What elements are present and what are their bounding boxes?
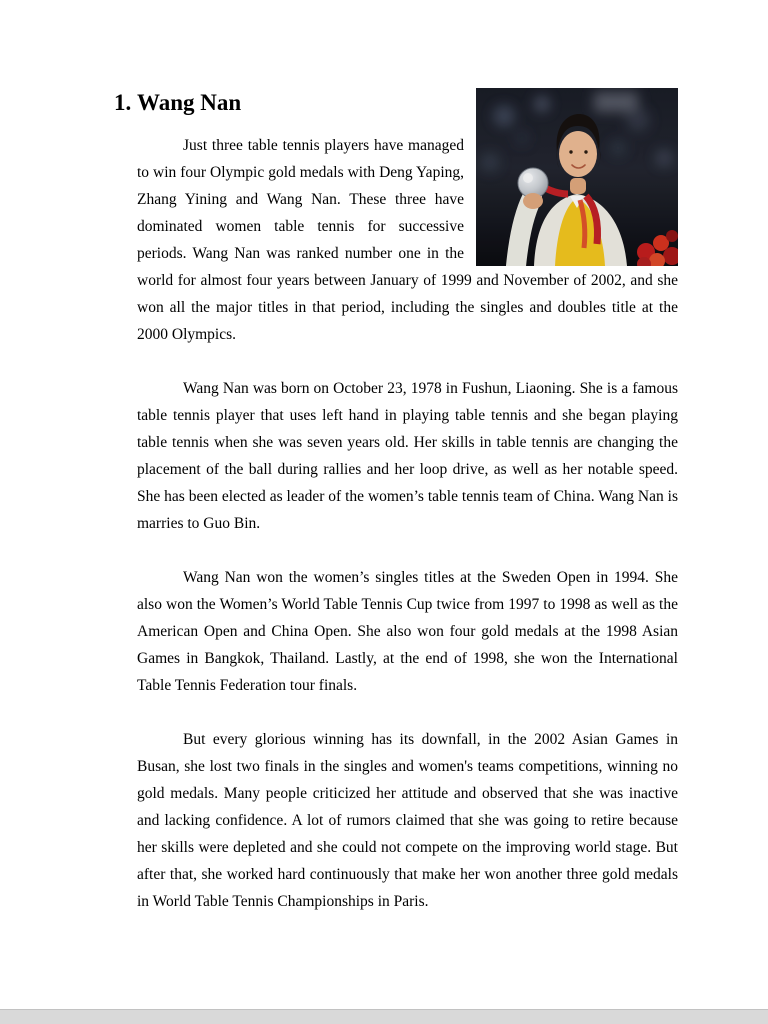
heading-number: 1. bbox=[114, 90, 132, 115]
paragraph-titles: Wang Nan won the women’s singles titles at the Sweden Open in 1994. She also won the Women’s World Table Tennis Cup twice from 1997 to 1998 as well as the American Open and China Open. She also won four gold medals at the 1998 Asian Games in Bangkok, Thailand. Lastly, at the end of 1998, she won the International Table Tennis Federation tour finals. bbox=[137, 569, 678, 694]
paragraph-intro: Just three table tennis players have managed to win four Olympic gold medals with Deng Yaping, Zhang Yining and Wang Nan. These three have dominated women table tennis for successive periods. Wang Nan was ranked number one in the world for almost four years between January of 1999 and November of 2002, and she won all the major titles in that period, including the singles and doubles title at the 2000 Olympics. bbox=[137, 137, 678, 343]
heading-title: Wang Nan bbox=[137, 90, 242, 115]
wang-nan-medal-photo bbox=[476, 88, 678, 266]
paragraph-biography: Wang Nan was born on October 23, 1978 in Fushun, Liaoning. She is a famous table tennis player that uses left hand in playing table tennis and she began playing table tennis when she was seven years old. Her skills in table tennis are changing the placement of the ball during rallies and her loop drive, as well as her notable speed. She has been elected as leader of the women’s table tennis team of China. Wang Nan is marries to Guo Bin. bbox=[137, 380, 678, 532]
page-bottom-gap bbox=[0, 1009, 768, 1024]
photo-illustration bbox=[476, 88, 678, 266]
document-content bbox=[114, 88, 678, 942]
paragraph-downfall: But every glorious winning has its downfall, in the 2002 Asian Games in Busan, she lost two finals in the singles and women's teams competitions, winning no gold medals. Many people criticized her attitude and observed that she was inactive and lacking confidence. A lot of rumors claimed that she was going to retire because her skills were depleted and she could not compete on the improving world stage. But after that, she worked hard continuously that make her won another three gold medals in World Table Tennis Championships in Paris. bbox=[137, 731, 678, 910]
